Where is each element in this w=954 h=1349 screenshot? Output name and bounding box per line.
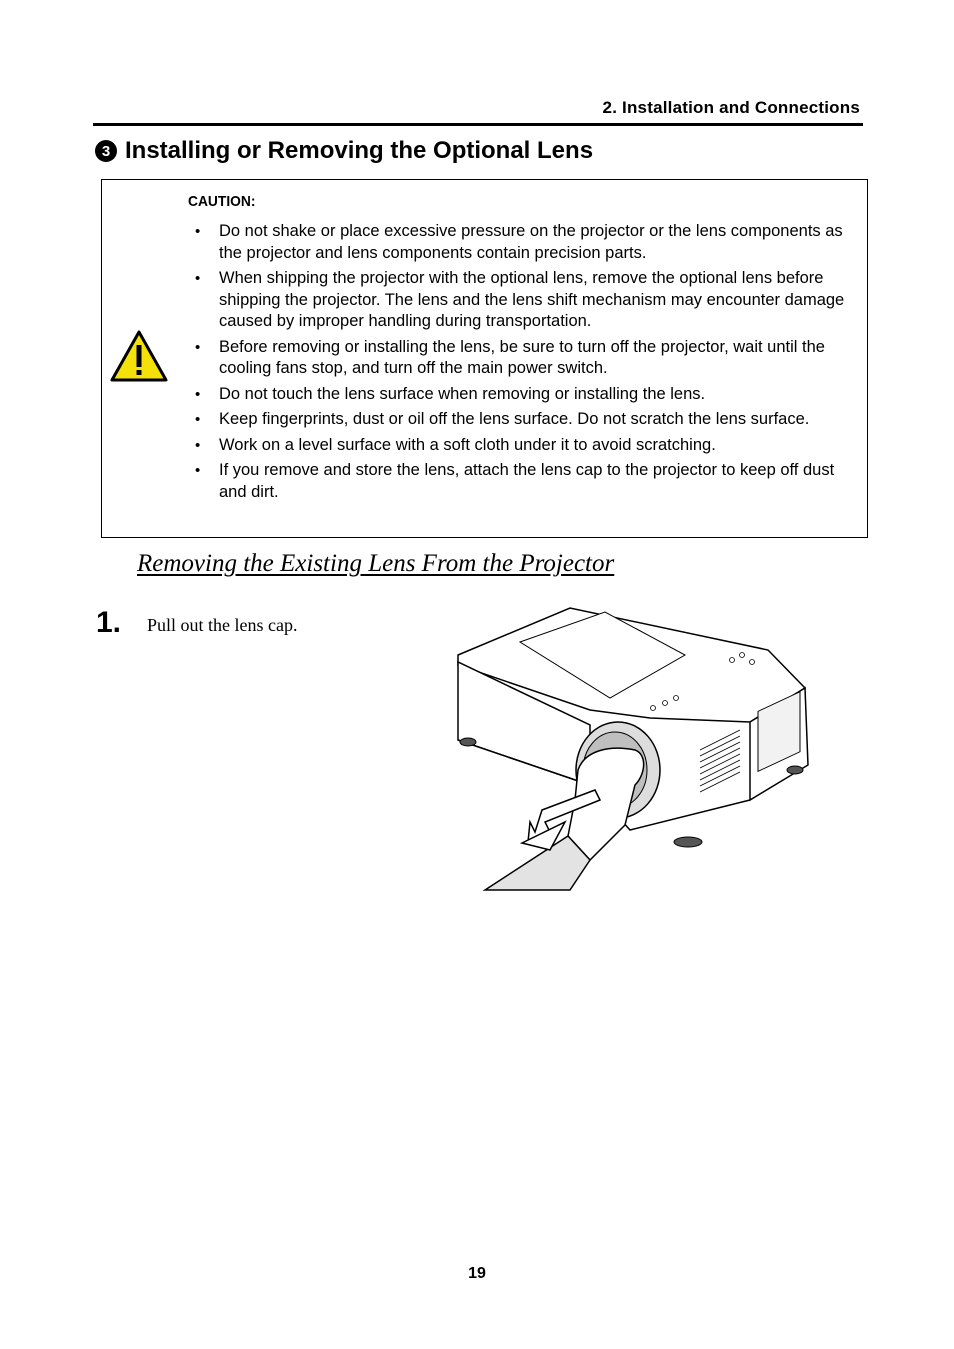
step-number: 1. — [96, 606, 122, 639]
subsection-heading: Removing the Existing Lens From the Projector — [137, 550, 615, 577]
page-number: 19 — [468, 1265, 486, 1282]
warning-triangle-icon — [110, 330, 168, 382]
section-title — [95, 137, 593, 165]
caution-item: • Work on a level surface with a soft cloth under it to avoid scratching. — [195, 435, 855, 457]
caution-item: • When shipping the projector with the optional lens, remove the optional lens before shipping the projector. The lens and the lens shift mechanism may encounter damage caused by improper handling during transportation. — [195, 268, 855, 333]
section-title-text: Installing or Removing the Optional Lens — [125, 137, 594, 164]
caution-label: CAUTION: — [188, 193, 256, 210]
caution-item: • If you remove and store the lens, attach the lens cap to the projector to keep off dust and dirt. — [195, 460, 855, 503]
caution-item: • Before removing or installing the lens, be sure to turn off the projector, wait until the cooling fans stop, and turn off the main power switch. — [195, 337, 855, 380]
running-header: 2. Installation and Connections — [602, 98, 860, 117]
projector-lens-cap-illustration — [450, 600, 812, 892]
caution-item: • Do not shake or place excessive pressure on the projector or the lens components as the projector and lens components contain precision parts. — [195, 221, 855, 264]
header-rule — [93, 123, 863, 127]
section-number-badge: 3 — [95, 140, 117, 162]
caution-list — [195, 221, 855, 507]
caution-item: • Do not touch the lens surface when removing or installing the lens. — [195, 384, 855, 406]
caution-item: • Keep fingerprints, dust or oil off the lens surface. Do not scratch the lens surface. — [195, 409, 855, 431]
step-text: Pull out the lens cap. — [147, 615, 298, 635]
